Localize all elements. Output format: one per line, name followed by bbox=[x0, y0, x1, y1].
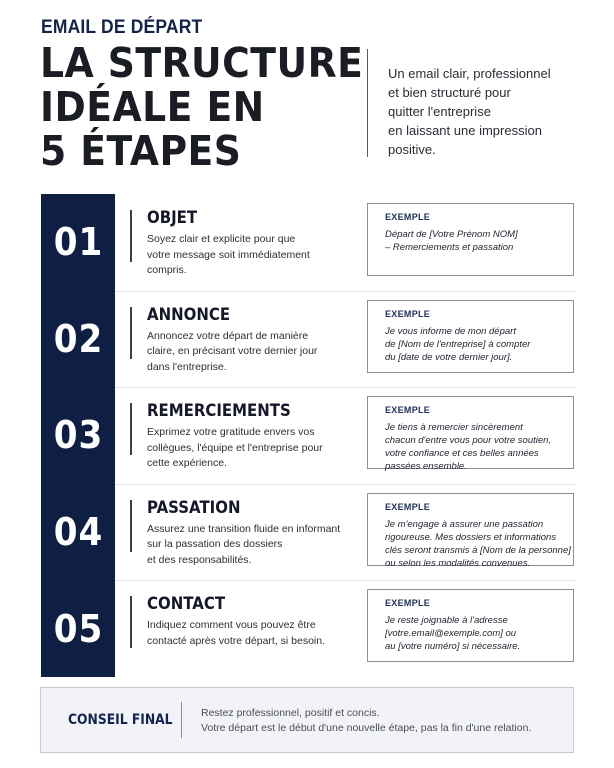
step-passation bbox=[41, 484, 576, 581]
step-title: PASSATION bbox=[147, 497, 241, 518]
desc-line: sur la passation des dossiers bbox=[147, 538, 283, 551]
step-description bbox=[147, 618, 347, 649]
example-text bbox=[385, 228, 573, 254]
step-title: ANNONCE bbox=[147, 304, 231, 325]
desc-line: et des responsabilités. bbox=[147, 553, 252, 566]
step-number-block bbox=[41, 580, 115, 677]
step-divider bbox=[130, 500, 132, 552]
example-text bbox=[385, 325, 573, 364]
step-title: OBJET bbox=[147, 208, 198, 228]
example-text bbox=[385, 421, 573, 473]
step-contact bbox=[41, 580, 576, 677]
example-line: [votre.email@exemple.com] ou bbox=[385, 628, 517, 640]
step-number: 01 bbox=[53, 220, 103, 265]
step-description bbox=[147, 522, 347, 569]
example-line: rigoureuse. Mes dossiers et informations bbox=[385, 531, 557, 543]
step-number-block bbox=[41, 291, 115, 388]
example-label: EXEMPLE bbox=[385, 212, 431, 222]
final-tip-label: CONSEIL FINAL bbox=[68, 712, 173, 728]
step-number: 04 bbox=[53, 510, 103, 555]
desc-line: votre message soit immédiatement bbox=[147, 248, 310, 261]
step-description bbox=[147, 329, 347, 376]
example-box bbox=[367, 493, 574, 569]
intro-divider bbox=[367, 49, 368, 157]
desc-line: claire, en précisant votre dernier jour bbox=[147, 345, 318, 358]
intro-line: en laissant une impression bbox=[388, 123, 542, 138]
desc-line: Annoncez votre départ de manière bbox=[147, 329, 309, 342]
document-kicker: EMAIL DE DÉPART bbox=[41, 17, 203, 38]
example-label: EXEMPLE bbox=[385, 598, 431, 609]
step-number: 02 bbox=[53, 316, 103, 361]
example-text bbox=[385, 614, 573, 653]
final-tip-box bbox=[40, 687, 574, 753]
desc-line: dans l'entreprise. bbox=[147, 360, 227, 373]
intro-line: positive. bbox=[388, 142, 436, 157]
example-box bbox=[367, 589, 574, 662]
example-line: ou selon les modalités convenues. bbox=[385, 557, 531, 569]
example-line: du [date de votre dernier jour]. bbox=[385, 351, 513, 363]
example-box bbox=[367, 396, 574, 473]
step-objet bbox=[41, 194, 576, 291]
step-divider bbox=[130, 403, 132, 455]
step-annonce bbox=[41, 291, 576, 388]
example-box bbox=[367, 203, 574, 276]
desc-line: collègues, l'équipe et l'entreprise pour bbox=[147, 441, 323, 454]
step-remerciements bbox=[41, 387, 576, 484]
example-label: EXEMPLE bbox=[385, 501, 431, 512]
step-description bbox=[147, 232, 347, 279]
step-divider bbox=[130, 596, 132, 648]
example-line: Je vous informe de mon départ bbox=[385, 325, 516, 337]
title-line: 5 ÉTAPES bbox=[40, 127, 242, 175]
step-number: 05 bbox=[53, 606, 103, 651]
example-line: votre confiance et ces belles années bbox=[385, 448, 539, 460]
desc-line: compris. bbox=[147, 264, 187, 276]
example-line: Départ de [Votre Prénom NOM] bbox=[385, 229, 518, 240]
step-divider bbox=[130, 307, 132, 359]
intro-text bbox=[388, 64, 578, 159]
final-tip-line: Votre départ est le début d'une nouvelle étape, pas la fin d'une relation. bbox=[201, 722, 532, 734]
example-line: de [Nom de l'entreprise] à compter bbox=[385, 338, 531, 350]
step-divider bbox=[130, 210, 132, 262]
desc-line: Soyez clair et explicite pour que bbox=[147, 233, 296, 245]
desc-line: Indiquez comment vous pouvez être bbox=[147, 619, 316, 632]
intro-line: et bien structuré pour bbox=[388, 85, 511, 100]
intro-line: quitter l'entreprise bbox=[388, 104, 491, 119]
final-tip-text bbox=[201, 706, 531, 736]
title-line: LA STRUCTURE bbox=[40, 39, 364, 87]
example-line: clés seront transmis à [Nom de la personne] bbox=[385, 544, 571, 556]
example-line: Je reste joignable à l'adresse bbox=[385, 615, 508, 627]
step-number-block bbox=[41, 387, 115, 484]
desc-line: cette expérience. bbox=[147, 457, 227, 470]
example-line: chacun d'entre vous pour votre soutien, bbox=[385, 435, 552, 447]
steps-list bbox=[41, 194, 576, 677]
example-label: EXEMPLE bbox=[385, 308, 431, 319]
final-tip-line: Restez professionnel, positif et concis. bbox=[201, 707, 380, 719]
example-line: passées ensemble. bbox=[385, 461, 467, 473]
example-label: EXEMPLE bbox=[385, 405, 431, 416]
desc-line: Assurez une transition fluide en informant bbox=[147, 522, 341, 535]
example-line: Je tiens à remercier sincèrement bbox=[385, 422, 523, 434]
step-description bbox=[147, 425, 347, 472]
example-line: Je m'engage à assurer une passation bbox=[385, 518, 544, 530]
document-title bbox=[40, 39, 364, 175]
title-line: IDÉALE EN bbox=[40, 83, 265, 131]
desc-line: Exprimez votre gratitude envers vos bbox=[147, 426, 315, 439]
example-text bbox=[385, 518, 573, 570]
step-title: REMERCIEMENTS bbox=[147, 401, 291, 422]
final-tip-divider bbox=[181, 702, 182, 738]
example-line: au [votre numéro] si nécessaire. bbox=[385, 641, 521, 653]
example-line: – Remerciements et passation bbox=[385, 242, 514, 253]
intro-line: Un email clair, professionnel bbox=[388, 66, 551, 81]
step-number: 03 bbox=[53, 413, 103, 458]
step-number-block bbox=[41, 194, 115, 291]
example-box bbox=[367, 300, 574, 373]
desc-line: contacté après votre départ, si besoin. bbox=[147, 634, 326, 647]
step-title: CONTACT bbox=[147, 594, 226, 615]
step-number-block bbox=[41, 484, 115, 581]
